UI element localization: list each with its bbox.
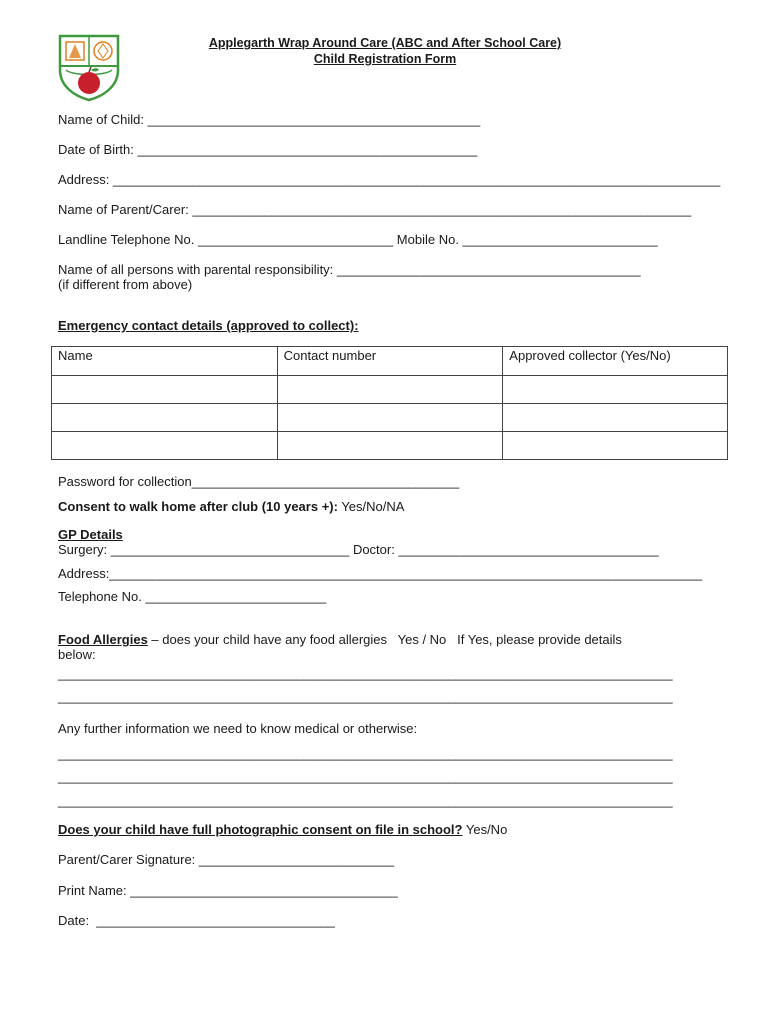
table-header-row	[52, 347, 728, 376]
signature-field[interactable]: Parent/Carer Signature: ___________________________	[58, 852, 395, 867]
table-row	[52, 404, 728, 432]
walk-home-consent	[58, 499, 404, 514]
table-cell[interactable]	[277, 432, 503, 460]
table-cell[interactable]	[503, 432, 728, 460]
further-info-line[interactable]: _____________________________________________________________________________________	[58, 746, 673, 761]
emergency-contacts-table	[51, 346, 728, 460]
gp-address-field[interactable]: Address:__________________________________________________________________________________	[58, 566, 703, 581]
photo-consent-question: Does your child have full photographic consent on file in school?	[58, 822, 463, 837]
food-allergies-heading: Food Allergies	[58, 632, 148, 647]
date-field[interactable]: Date: _________________________________	[58, 913, 335, 928]
date-of-birth-field[interactable]: Date of Birth: _______________________________________________	[58, 142, 478, 157]
column-header-contact: Contact number	[277, 347, 503, 376]
column-header-approved: Approved collector (Yes/No)	[503, 347, 728, 376]
table-cell[interactable]	[503, 376, 728, 404]
further-info-question: Any further information we need to know medical or otherwise:	[58, 721, 418, 736]
parental-responsibility-field[interactable]: Name of all persons with parental responsibility: __________________________________________	[58, 262, 641, 277]
food-allergies-text: – does your child have any food allergies Yes / No If Yes, please provide details	[147, 632, 622, 647]
food-allergies-question	[58, 632, 622, 647]
table-cell[interactable]	[52, 432, 278, 460]
gp-heading: GP Details	[58, 527, 123, 542]
table-row	[52, 376, 728, 404]
table-cell[interactable]	[52, 376, 278, 404]
table-cell[interactable]	[52, 404, 278, 432]
further-info-line[interactable]: _____________________________________________________________________________________	[58, 793, 673, 808]
parental-responsibility-note: (if different from above)	[58, 277, 193, 292]
form-subtitle: Child Registration Form	[313, 52, 457, 66]
gp-telephone-field[interactable]: Telephone No. _________________________	[58, 589, 327, 604]
emergency-heading: Emergency contact details (approved to collect):	[58, 318, 359, 333]
food-allergies-question-cont: below:	[58, 647, 96, 662]
walk-home-label: Consent to walk home after club (10 years +):	[58, 499, 338, 514]
table-cell[interactable]	[503, 404, 728, 432]
allergy-details-line[interactable]: _____________________________________________________________________________________	[58, 666, 673, 681]
form-title: Applegarth Wrap Around Care (ABC and After School Care)	[208, 36, 562, 50]
telephone-fields[interactable]: Landline Telephone No. ___________________________ Mobile No. ___________________________	[58, 232, 658, 247]
column-header-name: Name	[52, 347, 278, 376]
photo-consent-options[interactable]: Yes/No	[462, 822, 508, 837]
address-field[interactable]: Address: ____________________________________________________________________________________	[58, 172, 721, 187]
further-info-line[interactable]: _____________________________________________________________________________________	[58, 769, 673, 784]
table-cell[interactable]	[277, 376, 503, 404]
parent-name-field[interactable]: Name of Parent/Carer: _____________________________________________________________________	[58, 202, 692, 217]
collection-password-field[interactable]: Password for collection_____________________________________	[58, 474, 460, 489]
table-cell[interactable]	[277, 404, 503, 432]
gp-surgery-doctor-fields[interactable]: Surgery: _________________________________ Doctor: ____________________________________	[58, 542, 659, 557]
allergy-details-line[interactable]: _____________________________________________________________________________________	[58, 689, 673, 704]
photo-consent	[58, 822, 507, 837]
print-name-field[interactable]: Print Name: _____________________________________	[58, 883, 398, 898]
table-row	[52, 432, 728, 460]
walk-home-options[interactable]: Yes/No/NA	[337, 499, 405, 514]
child-name-field[interactable]: Name of Child: ______________________________________________	[58, 112, 481, 127]
